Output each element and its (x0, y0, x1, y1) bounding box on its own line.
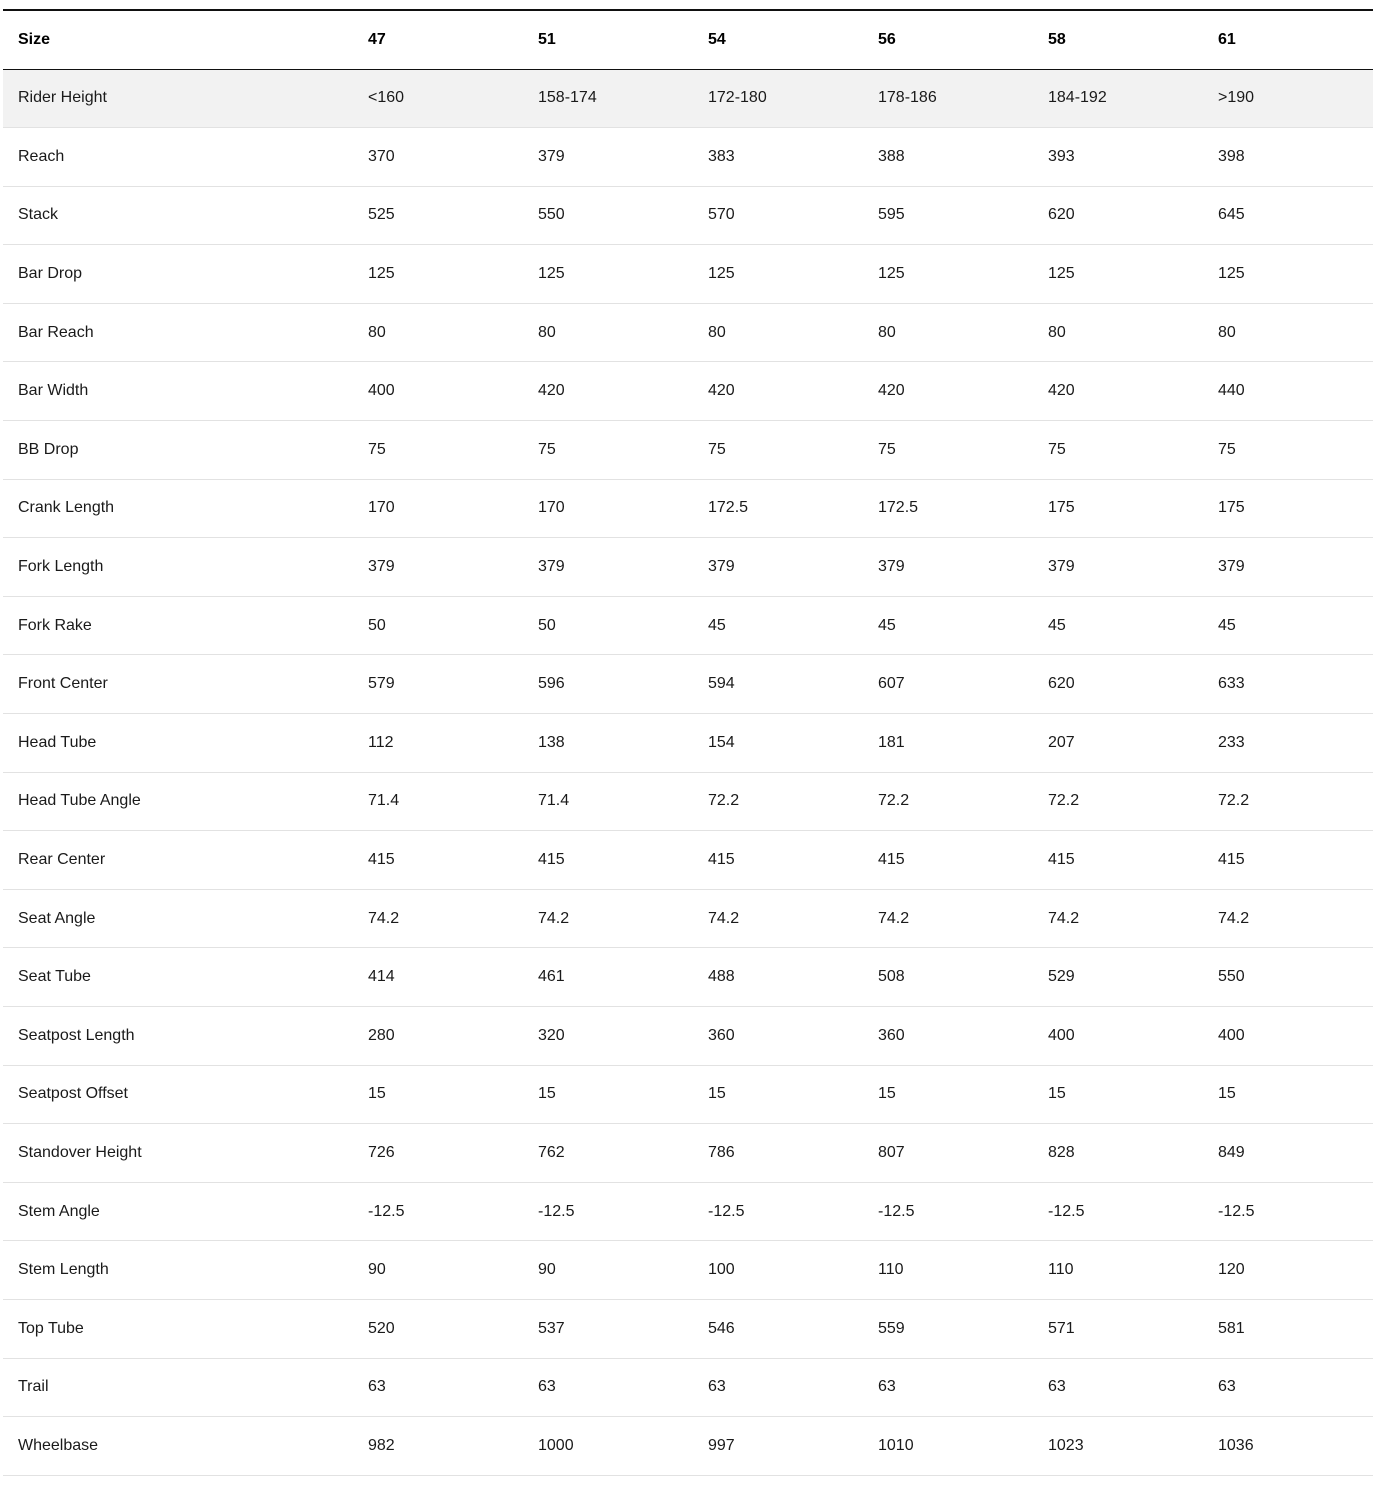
row-value: 80 (538, 323, 556, 341)
size-header-51: 51 (538, 30, 556, 48)
row-label: Fork Length (18, 558, 104, 576)
row-value: 1000 (538, 1436, 574, 1454)
row-label: Wheelbase (18, 1436, 99, 1454)
row-label: Stack (18, 206, 59, 224)
row-label: Head Tube (18, 733, 97, 751)
row-value: 63 (1048, 1378, 1066, 1396)
row-label: Rider Height (18, 89, 107, 107)
row-value: 125 (538, 265, 565, 283)
size-header-56: 56 (878, 30, 896, 48)
row-value: 154 (708, 733, 735, 751)
row-value: 74.2 (1048, 909, 1080, 927)
row-value: 80 (1218, 323, 1236, 341)
table-row (3, 479, 1373, 538)
row-value: 379 (1218, 558, 1245, 576)
row-value: 559 (878, 1319, 905, 1337)
row-label: Stem Length (18, 1261, 109, 1279)
row-value: 74.2 (538, 909, 570, 927)
row-label: Seatpost Offset (18, 1085, 128, 1103)
row-value: 415 (368, 851, 395, 869)
row-value: 620 (1048, 206, 1075, 224)
row-value: >190 (1218, 89, 1255, 107)
table-row (3, 538, 1373, 597)
row-value: 170 (538, 499, 565, 517)
row-value: 72.2 (1218, 792, 1250, 810)
row-value: 633 (1218, 675, 1245, 693)
row-value: 379 (708, 558, 735, 576)
table-row (3, 1417, 1373, 1476)
row-value: 420 (538, 382, 565, 400)
row-value: 550 (538, 206, 565, 224)
row-value: 80 (1048, 323, 1066, 341)
row-value: 762 (538, 1143, 565, 1161)
row-value: 15 (538, 1085, 556, 1103)
table-row (3, 186, 1373, 245)
table-row (3, 655, 1373, 714)
table-row (3, 831, 1373, 890)
row-value: 529 (1048, 968, 1075, 986)
row-value: 379 (1048, 558, 1075, 576)
row-value: 90 (538, 1261, 556, 1279)
row-value: 74.2 (878, 909, 910, 927)
row-value: 172.5 (878, 499, 919, 517)
row-value: 849 (1218, 1143, 1245, 1161)
table-row (3, 1241, 1373, 1300)
table-row (3, 1358, 1373, 1417)
table-row (3, 303, 1373, 362)
row-value: 379 (368, 558, 395, 576)
table-row (3, 772, 1373, 831)
row-value: 15 (368, 1085, 386, 1103)
row-value: 595 (878, 206, 905, 224)
row-value: 360 (708, 1026, 735, 1044)
row-value: 80 (708, 323, 726, 341)
table-row (3, 714, 1373, 773)
row-value: -12.5 (1218, 1202, 1255, 1220)
row-value: -12.5 (708, 1202, 745, 1220)
row-value: 120 (1218, 1261, 1245, 1279)
row-label: BB Drop (18, 440, 79, 458)
row-value: 170 (368, 499, 395, 517)
row-value: 125 (1218, 265, 1245, 283)
size-header-47: 47 (368, 30, 386, 48)
row-value: 828 (1048, 1143, 1075, 1161)
row-value: 71.4 (538, 792, 570, 810)
row-value: 184-192 (1048, 89, 1107, 107)
row-label: Bar Reach (18, 323, 94, 341)
row-value: 138 (538, 733, 565, 751)
header-row (3, 10, 1373, 69)
row-value: 525 (368, 206, 395, 224)
row-label: Seat Tube (18, 968, 91, 986)
row-value: 520 (368, 1319, 395, 1337)
row-value: -12.5 (368, 1202, 405, 1220)
row-value: 75 (878, 440, 896, 458)
size-header-54: 54 (708, 30, 726, 48)
row-value: 414 (368, 968, 395, 986)
row-label: Rear Center (18, 851, 106, 869)
row-value: 440 (1218, 382, 1245, 400)
row-value: 172.5 (708, 499, 749, 517)
row-value: 71.4 (368, 792, 400, 810)
table-row (3, 948, 1373, 1007)
row-value: 74.2 (1218, 909, 1250, 927)
row-value: 537 (538, 1319, 565, 1337)
row-label: Trail (18, 1378, 49, 1396)
row-value: 400 (368, 382, 395, 400)
row-value: 80 (878, 323, 896, 341)
row-label: Fork Rake (18, 616, 92, 634)
row-value: 80 (368, 323, 386, 341)
row-value: 370 (368, 147, 395, 165)
table-row (3, 1065, 1373, 1124)
row-value: 125 (878, 265, 905, 283)
row-value: 110 (1048, 1261, 1074, 1279)
row-label: Standover Height (18, 1143, 142, 1161)
table-row (3, 1124, 1373, 1183)
geometry-table (3, 9, 1373, 1476)
size-header-58: 58 (1048, 30, 1066, 48)
row-value: 280 (368, 1026, 395, 1044)
row-value: 74.2 (708, 909, 740, 927)
row-value: 175 (1218, 499, 1245, 517)
row-value: 579 (368, 675, 395, 693)
row-value: 125 (368, 265, 395, 283)
row-value: 393 (1048, 147, 1075, 165)
row-value: 420 (1048, 382, 1075, 400)
table-row (3, 1299, 1373, 1358)
row-value: 400 (1048, 1026, 1075, 1044)
row-value: 15 (708, 1085, 726, 1103)
row-value: 581 (1218, 1319, 1245, 1337)
row-value: 786 (708, 1143, 735, 1161)
row-value: 181 (878, 733, 905, 751)
row-value: 570 (708, 206, 735, 224)
row-label: Front Center (18, 675, 108, 693)
row-value: 320 (538, 1026, 565, 1044)
row-value: 75 (538, 440, 556, 458)
row-value: 125 (1048, 265, 1075, 283)
row-value: 63 (1218, 1378, 1236, 1396)
geometry-table-body (3, 69, 1373, 1475)
row-value: 72.2 (708, 792, 740, 810)
row-value: 175 (1048, 499, 1075, 517)
row-value: 1010 (878, 1436, 914, 1454)
row-value: -12.5 (878, 1202, 915, 1220)
row-value: 398 (1218, 147, 1245, 165)
row-value: 15 (878, 1085, 896, 1103)
row-value: 997 (708, 1436, 735, 1454)
row-value: 125 (708, 265, 735, 283)
row-value: 45 (1048, 616, 1066, 634)
row-value: 15 (1048, 1085, 1066, 1103)
row-value: 110 (878, 1261, 904, 1279)
table-row (3, 1007, 1373, 1066)
table-row (3, 1182, 1373, 1241)
row-value: 420 (708, 382, 735, 400)
row-value: 620 (1048, 675, 1075, 693)
row-label: Crank Length (18, 499, 115, 517)
size-header-label: Size (18, 30, 51, 48)
row-value: 360 (878, 1026, 905, 1044)
row-value: 488 (708, 968, 735, 986)
row-value: 379 (538, 147, 565, 165)
row-value: 807 (878, 1143, 905, 1161)
row-value: 50 (368, 616, 386, 634)
row-label: Reach (18, 147, 65, 165)
row-value: 75 (708, 440, 726, 458)
row-value: 50 (538, 616, 556, 634)
row-label: Seat Angle (18, 909, 96, 927)
row-value: 415 (878, 851, 905, 869)
row-value: 74.2 (368, 909, 400, 927)
row-value: 72.2 (1048, 792, 1080, 810)
row-value: 45 (1218, 616, 1236, 634)
row-value: 233 (1218, 733, 1245, 751)
row-value: -12.5 (538, 1202, 575, 1220)
row-value: 400 (1218, 1026, 1245, 1044)
row-value: 15 (1218, 1085, 1236, 1103)
row-value: 45 (708, 616, 726, 634)
row-value: 415 (1048, 851, 1075, 869)
row-value: 594 (708, 675, 735, 693)
table-row (3, 889, 1373, 948)
row-value: 178-186 (878, 89, 937, 107)
row-value: 75 (1218, 440, 1236, 458)
row-value: 63 (878, 1378, 896, 1396)
row-label: Bar Width (18, 382, 89, 400)
row-value: 461 (538, 968, 565, 986)
row-value: 420 (878, 382, 905, 400)
row-value: 388 (878, 147, 905, 165)
row-value: 63 (708, 1378, 726, 1396)
row-value: 415 (1218, 851, 1245, 869)
row-value: 415 (538, 851, 565, 869)
row-value: 379 (538, 558, 565, 576)
row-value: 45 (878, 616, 896, 634)
row-value: 1036 (1218, 1436, 1254, 1454)
row-value: 508 (878, 968, 905, 986)
table-row (3, 421, 1373, 480)
row-value: 75 (1048, 440, 1066, 458)
row-value: 571 (1048, 1319, 1075, 1337)
row-value: 158-174 (538, 89, 597, 107)
row-label: Seatpost Length (18, 1026, 135, 1044)
row-value: 645 (1218, 206, 1245, 224)
table-row (3, 69, 1373, 128)
row-value: 607 (878, 675, 905, 693)
row-value: 550 (1218, 968, 1245, 986)
row-label: Top Tube (18, 1319, 84, 1337)
row-value: 383 (708, 147, 735, 165)
row-value: 90 (368, 1261, 386, 1279)
size-header-61: 61 (1218, 30, 1236, 48)
row-value: 546 (708, 1319, 735, 1337)
row-value: 100 (708, 1261, 735, 1279)
row-value: 63 (538, 1378, 556, 1396)
row-value: 112 (368, 733, 394, 751)
table-row (3, 596, 1373, 655)
row-value: 982 (368, 1436, 395, 1454)
geometry-table-header (3, 10, 1373, 69)
row-value: 207 (1048, 733, 1075, 751)
row-value: 379 (878, 558, 905, 576)
table-row (3, 362, 1373, 421)
row-label: Bar Drop (18, 265, 83, 283)
table-row (3, 245, 1373, 304)
row-value: 1023 (1048, 1436, 1084, 1454)
row-value: 72.2 (878, 792, 910, 810)
row-label: Head Tube Angle (18, 792, 141, 810)
row-label: Stem Angle (18, 1202, 100, 1220)
row-value: 415 (708, 851, 735, 869)
row-value: 596 (538, 675, 565, 693)
row-value: -12.5 (1048, 1202, 1085, 1220)
row-value: 63 (368, 1378, 386, 1396)
row-value: <160 (368, 89, 405, 107)
table-row (3, 128, 1373, 187)
row-value: 172-180 (708, 89, 767, 107)
row-value: 75 (368, 440, 386, 458)
row-value: 726 (368, 1143, 395, 1161)
